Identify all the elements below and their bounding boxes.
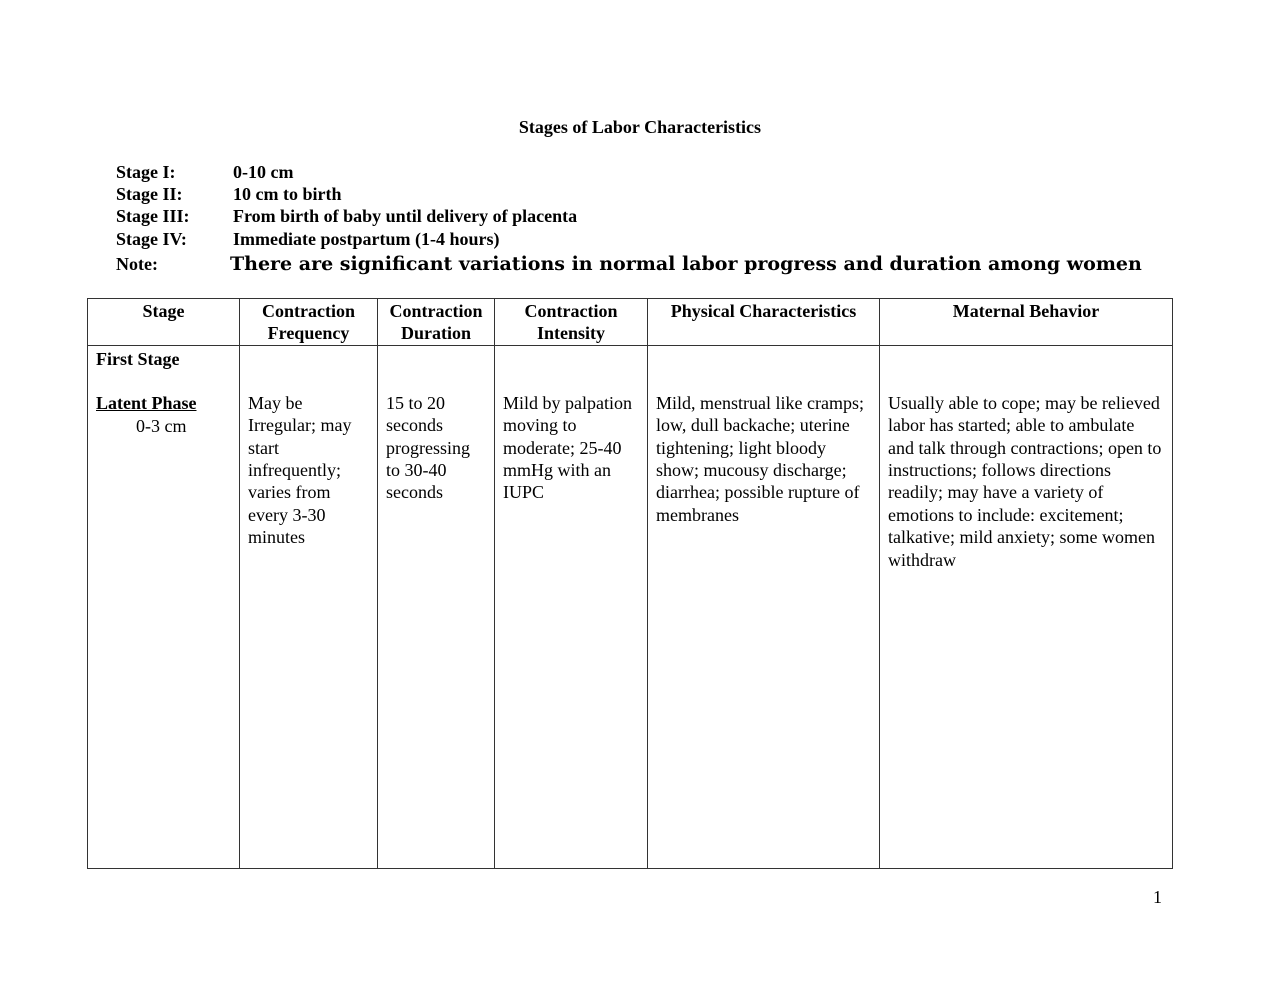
stage-title: First Stage — [96, 348, 180, 369]
header-contraction-duration: Contraction Duration — [378, 299, 495, 346]
stage-2-line — [116, 184, 341, 205]
table-header-row — [88, 299, 1173, 346]
intensity-cell — [495, 345, 648, 868]
table-row — [88, 345, 1173, 868]
behavior-cell — [880, 345, 1173, 868]
intensity-text: Mild by palpation moving to moderate; 25-40 mmHg with an IUPC — [503, 392, 632, 503]
frequency-cell — [240, 345, 378, 868]
phase-title: Latent Phase — [96, 393, 197, 414]
note-text: There are significant variations in normal labor progress and duration among women — [230, 253, 1142, 275]
document-title: Stages of Labor Characteristics — [518, 117, 762, 137]
stage-1-line — [116, 162, 293, 183]
stage-1-label: Stage I: — [116, 162, 176, 182]
duration-cell — [378, 345, 495, 868]
duration-text: 15 to 20 seconds progressing to 30-40 seconds — [386, 392, 470, 503]
labor-stages-table — [87, 298, 1173, 869]
frequency-text: May be Irregular; may start infrequently; varies from every 3-30 minutes — [248, 392, 352, 548]
header-contraction-intensity: Contraction Intensity — [495, 299, 648, 346]
note-line — [116, 253, 1142, 275]
header-physical-characteristics: Physical Characteristics — [648, 299, 880, 346]
stage-4-value: Immediate postpartum (1-4 hours) — [233, 229, 500, 249]
stage-4-line — [116, 229, 499, 250]
stage-2-value: 10 cm to birth — [233, 184, 342, 204]
physical-cell — [648, 345, 880, 868]
stage-4-label: Stage IV: — [116, 229, 187, 249]
header-maternal-behavior: Maternal Behavior — [880, 299, 1173, 346]
phase-range: 0-3 cm — [136, 415, 187, 436]
header-contraction-frequency: Contraction Frequency — [240, 299, 378, 346]
physical-text: Mild, menstrual like cramps; low, dull backache; uterine tightening; light bloody show; mucousy discharge; diarrhea; possible rupture of membranes — [656, 392, 864, 525]
stage-1-value: 0-10 cm — [233, 162, 294, 182]
behavior-text: Usually able to cope; may be relieved labor has started; able to ambulate and talk through contractions; open to instructions; follows directions readily; may have a variety of emotions to include: excitement; talkative; mild anxiety; some women withdraw — [888, 392, 1162, 570]
header-stage: Stage — [88, 299, 240, 346]
stage-3-line — [116, 206, 577, 227]
stage-3-value: From birth of baby until delivery of placenta — [233, 206, 578, 226]
page-number: 1 — [1153, 887, 1162, 907]
note-label: Note: — [116, 254, 158, 274]
stage-2-label: Stage II: — [116, 184, 183, 204]
stage-cell — [88, 345, 240, 868]
stage-3-label: Stage III: — [116, 206, 190, 226]
